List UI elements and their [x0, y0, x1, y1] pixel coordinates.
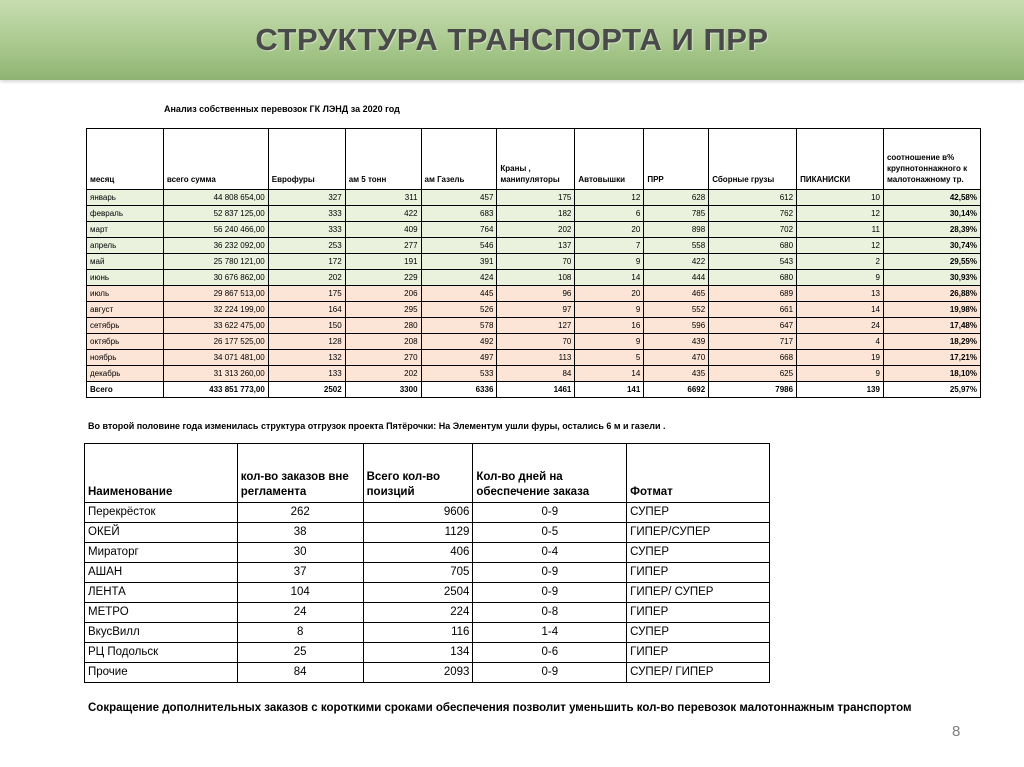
- header-cell: Сборные грузы: [709, 129, 797, 190]
- value-cell: 7: [575, 238, 644, 254]
- orders-cell: 38: [237, 523, 363, 543]
- value-cell: 175: [497, 190, 575, 206]
- value-cell: 578: [421, 318, 497, 334]
- value-cell: 422: [345, 206, 421, 222]
- value-cell: 175: [268, 286, 345, 302]
- transport-analysis-table: [86, 128, 981, 398]
- value-cell: 30,74%: [883, 238, 980, 254]
- value-cell: 612: [709, 190, 797, 206]
- table-row: [87, 270, 981, 286]
- value-cell: 25 780 121,00: [163, 254, 268, 270]
- header-cell: ПИКАНИСКИ: [797, 129, 884, 190]
- value-cell: 785: [644, 206, 709, 222]
- value-cell: 435: [644, 366, 709, 382]
- value-cell: 702: [709, 222, 797, 238]
- value-cell: 445: [421, 286, 497, 302]
- value-cell: 229: [345, 270, 421, 286]
- name-cell: АШАН: [85, 563, 238, 583]
- value-cell: 10: [797, 190, 884, 206]
- page-number: 8: [952, 723, 961, 740]
- value-cell: 202: [345, 366, 421, 382]
- positions-cell: 406: [363, 543, 473, 563]
- header-cell: Автовышки: [575, 129, 644, 190]
- value-cell: 29 867 513,00: [163, 286, 268, 302]
- table2-caption: Во второй половине года изменилась структура отгрузок проекта Пятёрочки: На Элементум ушли фуры, остались 6 м и газели .: [88, 421, 666, 431]
- value-cell: 33 622 475,00: [163, 318, 268, 334]
- value-cell: 12: [575, 190, 644, 206]
- value-cell: 280: [345, 318, 421, 334]
- positions-cell: 9606: [363, 503, 473, 523]
- table-row: [85, 543, 770, 563]
- value-cell: 172: [268, 254, 345, 270]
- value-cell: 543: [709, 254, 797, 270]
- month-cell: май: [87, 254, 164, 270]
- value-cell: 6692: [644, 382, 709, 398]
- format-cell: ГИПЕР/ СУПЕР: [627, 583, 770, 603]
- table-row: [85, 563, 770, 583]
- month-cell: июнь: [87, 270, 164, 286]
- value-cell: 36 232 092,00: [163, 238, 268, 254]
- value-cell: 668: [709, 350, 797, 366]
- value-cell: 433 851 773,00: [163, 382, 268, 398]
- table-row: [85, 603, 770, 623]
- value-cell: 20: [575, 222, 644, 238]
- value-cell: 26 177 525,00: [163, 334, 268, 350]
- value-cell: 16: [575, 318, 644, 334]
- header-cell: Кол-во дней на обеспечение заказа: [473, 444, 627, 503]
- header-cell: кол-во заказов вне регламента: [237, 444, 363, 503]
- name-cell: Перекрёсток: [85, 503, 238, 523]
- table2-header-row: [85, 444, 770, 503]
- value-cell: 5: [575, 350, 644, 366]
- positions-cell: 705: [363, 563, 473, 583]
- value-cell: 457: [421, 190, 497, 206]
- header-cell: ам 5 тонн: [345, 129, 421, 190]
- value-cell: 30,14%: [883, 206, 980, 222]
- value-cell: 4: [797, 334, 884, 350]
- value-cell: 270: [345, 350, 421, 366]
- value-cell: 56 240 466,00: [163, 222, 268, 238]
- value-cell: 32 224 199,00: [163, 302, 268, 318]
- conclusion-text: Сокращение дополнительных заказов с короткими сроками обеспечения позволит уменьшить кол-во перевозок малотоннажным транспортом: [88, 702, 912, 714]
- value-cell: 26,88%: [883, 286, 980, 302]
- value-cell: 680: [709, 238, 797, 254]
- value-cell: 19: [797, 350, 884, 366]
- month-cell: апрель: [87, 238, 164, 254]
- positions-cell: 2504: [363, 583, 473, 603]
- value-cell: 14: [575, 366, 644, 382]
- table-row: [87, 302, 981, 318]
- value-cell: 492: [421, 334, 497, 350]
- table-row: [85, 503, 770, 523]
- value-cell: 20: [575, 286, 644, 302]
- orders-cell: 24: [237, 603, 363, 623]
- value-cell: 141: [575, 382, 644, 398]
- value-cell: 295: [345, 302, 421, 318]
- header-cell: всего сумма: [163, 129, 268, 190]
- value-cell: 206: [345, 286, 421, 302]
- value-cell: 9: [797, 270, 884, 286]
- format-cell: СУПЕР/ ГИПЕР: [627, 663, 770, 683]
- value-cell: 96: [497, 286, 575, 302]
- positions-cell: 1129: [363, 523, 473, 543]
- value-cell: 764: [421, 222, 497, 238]
- value-cell: 6: [575, 206, 644, 222]
- value-cell: 34 071 481,00: [163, 350, 268, 366]
- value-cell: 18,10%: [883, 366, 980, 382]
- value-cell: 25,97%: [883, 382, 980, 398]
- table-row: [85, 583, 770, 603]
- name-cell: ОКЕЙ: [85, 523, 238, 543]
- value-cell: 9: [797, 366, 884, 382]
- value-cell: 139: [797, 382, 884, 398]
- month-cell: декабрь: [87, 366, 164, 382]
- format-cell: ГИПЕР/СУПЕР: [627, 523, 770, 543]
- table-row: [87, 206, 981, 222]
- value-cell: 84: [497, 366, 575, 382]
- format-cell: СУПЕР: [627, 543, 770, 563]
- value-cell: 628: [644, 190, 709, 206]
- name-cell: Прочие: [85, 663, 238, 683]
- value-cell: 150: [268, 318, 345, 334]
- header-cell: Фотмат: [627, 444, 770, 503]
- value-cell: 17,48%: [883, 318, 980, 334]
- orders-cell: 8: [237, 623, 363, 643]
- name-cell: МЕТРО: [85, 603, 238, 623]
- value-cell: 680: [709, 270, 797, 286]
- value-cell: 128: [268, 334, 345, 350]
- format-cell: СУПЕР: [627, 623, 770, 643]
- month-cell: февраль: [87, 206, 164, 222]
- orders-table: [84, 443, 770, 683]
- header-cell: Наименование: [85, 444, 238, 503]
- month-cell: август: [87, 302, 164, 318]
- days-cell: 0-9: [473, 503, 627, 523]
- value-cell: 546: [421, 238, 497, 254]
- value-cell: 558: [644, 238, 709, 254]
- value-cell: 327: [268, 190, 345, 206]
- month-cell: Всего: [87, 382, 164, 398]
- month-cell: январь: [87, 190, 164, 206]
- value-cell: 132: [268, 350, 345, 366]
- value-cell: 13: [797, 286, 884, 302]
- value-cell: 470: [644, 350, 709, 366]
- header-cell: Краны , манипуляторы: [497, 129, 575, 190]
- page-title: СТРУКТУРА ТРАНСПОРТА И ПРР: [255, 22, 769, 57]
- value-cell: 439: [644, 334, 709, 350]
- name-cell: Мираторг: [85, 543, 238, 563]
- table-row: [85, 643, 770, 663]
- positions-cell: 134: [363, 643, 473, 663]
- value-cell: 689: [709, 286, 797, 302]
- value-cell: 208: [345, 334, 421, 350]
- name-cell: РЦ Подольск: [85, 643, 238, 663]
- table-row: [87, 286, 981, 302]
- value-cell: 253: [268, 238, 345, 254]
- table1-caption: Анализ собственных перевозок ГК ЛЭНД за 2020 год: [164, 104, 400, 114]
- value-cell: 202: [268, 270, 345, 286]
- value-cell: 762: [709, 206, 797, 222]
- month-cell: июль: [87, 286, 164, 302]
- orders-cell: 262: [237, 503, 363, 523]
- value-cell: 127: [497, 318, 575, 334]
- value-cell: 202: [497, 222, 575, 238]
- value-cell: 30 676 862,00: [163, 270, 268, 286]
- value-cell: 70: [497, 334, 575, 350]
- table1-header-row: [87, 129, 981, 190]
- orders-cell: 37: [237, 563, 363, 583]
- value-cell: 28,39%: [883, 222, 980, 238]
- value-cell: 17,21%: [883, 350, 980, 366]
- value-cell: 311: [345, 190, 421, 206]
- value-cell: 1461: [497, 382, 575, 398]
- days-cell: 0-6: [473, 643, 627, 663]
- value-cell: 647: [709, 318, 797, 334]
- table-row: [87, 366, 981, 382]
- table-row: [85, 523, 770, 543]
- value-cell: 552: [644, 302, 709, 318]
- header-cell: Всего кол-во поизций: [363, 444, 473, 503]
- value-cell: 333: [268, 222, 345, 238]
- value-cell: 526: [421, 302, 497, 318]
- value-cell: 422: [644, 254, 709, 270]
- days-cell: 0-8: [473, 603, 627, 623]
- table-row: [87, 238, 981, 254]
- value-cell: 137: [497, 238, 575, 254]
- days-cell: 0-9: [473, 583, 627, 603]
- days-cell: 1-4: [473, 623, 627, 643]
- value-cell: 12: [797, 206, 884, 222]
- value-cell: 9: [575, 254, 644, 270]
- value-cell: 12: [797, 238, 884, 254]
- table-row: [85, 623, 770, 643]
- header-cell: ПРР: [644, 129, 709, 190]
- value-cell: 31 313 260,00: [163, 366, 268, 382]
- value-cell: 2502: [268, 382, 345, 398]
- value-cell: 596: [644, 318, 709, 334]
- value-cell: 497: [421, 350, 497, 366]
- days-cell: 0-9: [473, 663, 627, 683]
- orders-cell: 104: [237, 583, 363, 603]
- positions-cell: 2093: [363, 663, 473, 683]
- value-cell: 3300: [345, 382, 421, 398]
- value-cell: 14: [797, 302, 884, 318]
- format-cell: ГИПЕР: [627, 603, 770, 623]
- value-cell: 2: [797, 254, 884, 270]
- value-cell: 113: [497, 350, 575, 366]
- month-cell: ноябрь: [87, 350, 164, 366]
- format-cell: ГИПЕР: [627, 643, 770, 663]
- positions-cell: 224: [363, 603, 473, 623]
- value-cell: 409: [345, 222, 421, 238]
- value-cell: 44 808 654,00: [163, 190, 268, 206]
- table-row: [85, 663, 770, 683]
- name-cell: ВкусВилл: [85, 623, 238, 643]
- format-cell: ГИПЕР: [627, 563, 770, 583]
- header-cell: соотношение в% крупнотоннажного к малотонажному тр.: [883, 129, 980, 190]
- name-cell: ЛЕНТА: [85, 583, 238, 603]
- value-cell: 164: [268, 302, 345, 318]
- value-cell: 277: [345, 238, 421, 254]
- table-row: [87, 190, 981, 206]
- table-row: [87, 254, 981, 270]
- value-cell: 14: [575, 270, 644, 286]
- days-cell: 0-4: [473, 543, 627, 563]
- value-cell: 444: [644, 270, 709, 286]
- value-cell: 133: [268, 366, 345, 382]
- value-cell: 182: [497, 206, 575, 222]
- value-cell: 97: [497, 302, 575, 318]
- value-cell: 11: [797, 222, 884, 238]
- header-cell: Еврофуры: [268, 129, 345, 190]
- value-cell: 30,93%: [883, 270, 980, 286]
- value-cell: 465: [644, 286, 709, 302]
- month-cell: сетябрь: [87, 318, 164, 334]
- days-cell: 0-5: [473, 523, 627, 543]
- month-cell: октябрь: [87, 334, 164, 350]
- value-cell: 52 837 125,00: [163, 206, 268, 222]
- value-cell: 108: [497, 270, 575, 286]
- value-cell: 191: [345, 254, 421, 270]
- table-row: [87, 334, 981, 350]
- value-cell: 70: [497, 254, 575, 270]
- orders-cell: 84: [237, 663, 363, 683]
- value-cell: 9: [575, 302, 644, 318]
- orders-cell: 25: [237, 643, 363, 663]
- days-cell: 0-9: [473, 563, 627, 583]
- value-cell: 6336: [421, 382, 497, 398]
- positions-cell: 116: [363, 623, 473, 643]
- month-cell: март: [87, 222, 164, 238]
- header-cell: месяц: [87, 129, 164, 190]
- value-cell: 424: [421, 270, 497, 286]
- value-cell: 898: [644, 222, 709, 238]
- table-row: [87, 350, 981, 366]
- value-cell: 683: [421, 206, 497, 222]
- value-cell: 42,58%: [883, 190, 980, 206]
- value-cell: 625: [709, 366, 797, 382]
- table-row: [87, 382, 981, 398]
- value-cell: 717: [709, 334, 797, 350]
- value-cell: 661: [709, 302, 797, 318]
- header-cell: ам Газель: [421, 129, 497, 190]
- value-cell: 391: [421, 254, 497, 270]
- orders-cell: 30: [237, 543, 363, 563]
- table-row: [87, 318, 981, 334]
- value-cell: 24: [797, 318, 884, 334]
- format-cell: СУПЕР: [627, 503, 770, 523]
- value-cell: 19,98%: [883, 302, 980, 318]
- table-row: [87, 222, 981, 238]
- value-cell: 18,29%: [883, 334, 980, 350]
- value-cell: 9: [575, 334, 644, 350]
- value-cell: 29,55%: [883, 254, 980, 270]
- title-bar: [0, 0, 1024, 80]
- value-cell: 533: [421, 366, 497, 382]
- value-cell: 7986: [709, 382, 797, 398]
- value-cell: 333: [268, 206, 345, 222]
